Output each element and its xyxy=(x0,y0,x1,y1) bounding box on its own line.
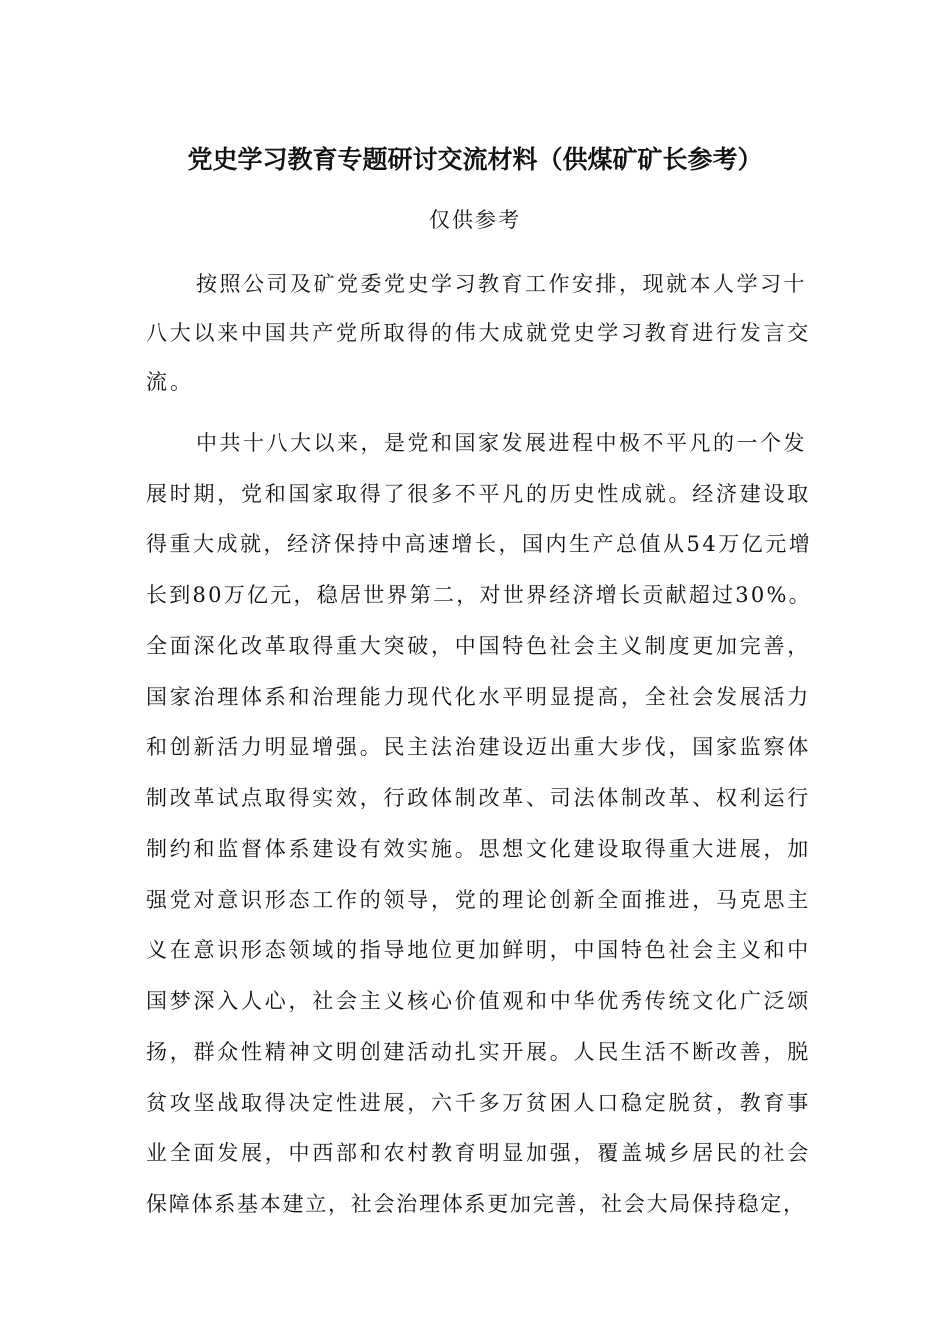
document-subtitle: 仅供参考 xyxy=(429,208,521,232)
document-title: 党史学习教育专题研讨交流材料（供煤矿矿长参考） xyxy=(187,145,763,174)
paragraph-2-line-8: 制改革试点取得实效，行政体制改革、司法体制改革、权利运行 xyxy=(146,786,811,810)
paragraph-1-line-1: 按照公司及矿党委党史学习教育工作安排，现就本人学习十 xyxy=(196,272,807,296)
paragraph-2-line-12: 国梦深入人心，社会主义核心价值观和中华优秀传统文化广泛颂 xyxy=(146,989,811,1013)
paragraph-2-line-16: 保障体系基本建立，社会治理体系更加完善，社会大局保持稳定， xyxy=(146,1192,806,1216)
paragraph-2-line-10: 强党对意识形态工作的领导，党的理论创新全面推进，马克思主 xyxy=(146,888,811,912)
paragraph-2-line-15: 业全面发展，中西部和农村教育明显加强，覆盖城乡居民的社会 xyxy=(146,1141,811,1165)
paragraph-2-line-1: 中共十八大以来，是党和国家发展进程中极不平凡的一个发 xyxy=(196,431,807,455)
paragraph-2-line-2: 展时期，党和国家取得了很多不平凡的历史性成就。经济建设取 xyxy=(146,482,811,506)
paragraph-2-line-5: 全面深化改革取得重大突破，中国特色社会主义制度更加完善， xyxy=(146,634,811,658)
paragraph-2-line-4: 长到80万亿元，稳居世界第二，对世界经济增长贡献超过30%。 xyxy=(146,583,812,607)
paragraph-2-line-14: 贫攻坚战取得决定性进展，六千多万贫困人口稳定脱贫，教育事 xyxy=(146,1091,811,1115)
paragraph-2-line-7: 和创新活力明显增强。民主法治建设迈出重大步伐，国家监察体 xyxy=(146,735,811,759)
paragraph-2-line-6: 国家治理体系和治理能力现代化水平明显提高，全社会发展活力 xyxy=(146,685,811,709)
paragraph-1-line-2: 八大以来中国共产党所取得的伟大成就党史学习教育进行发言交 xyxy=(146,321,811,345)
paragraph-2-line-9: 制约和监督体系建设有效实施。思想文化建设取得重大进展，加 xyxy=(146,837,811,861)
paragraph-1-line-3: 流。 xyxy=(146,370,194,394)
paragraph-2-line-3: 得重大成就，经济保持中高速增长，国内生产总值从54万亿元增 xyxy=(146,532,813,556)
paragraph-2-line-11: 义在意识形态领域的指导地位更加鲜明，中国特色社会主义和中 xyxy=(146,938,811,962)
paragraph-2-line-13: 扬，群众性精神文明创建活动扎实开展。人民生活不断改善，脱 xyxy=(146,1040,811,1064)
